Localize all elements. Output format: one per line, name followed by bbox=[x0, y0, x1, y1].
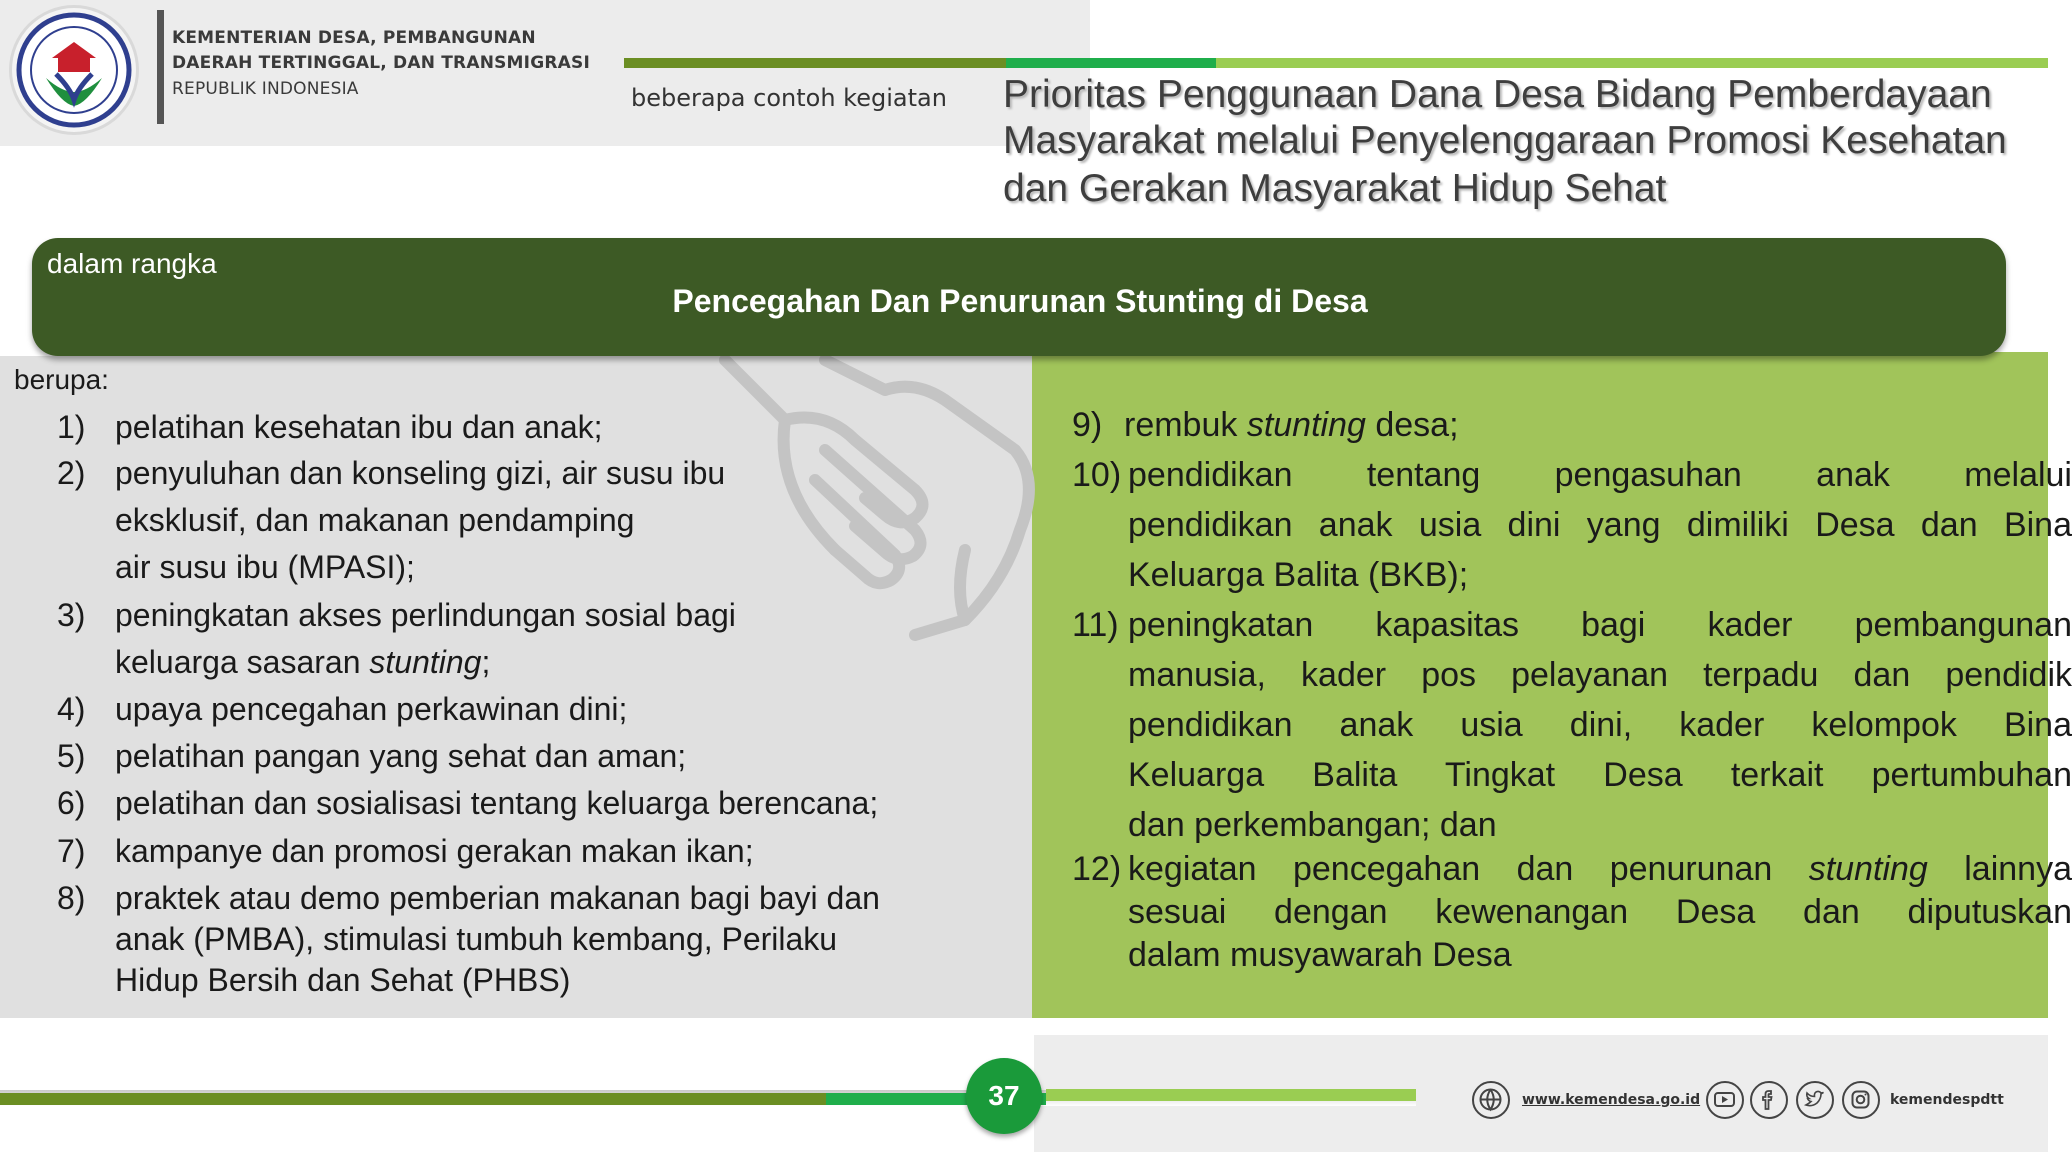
list-item-number: 10) bbox=[1072, 456, 1122, 494]
list-item-text: penyuluhan dan konseling gizi, air susu ibu bbox=[115, 455, 726, 491]
list-item-text: air susu ibu (MPASI); bbox=[115, 549, 415, 585]
list-item-number: 8) bbox=[57, 880, 86, 916]
list-intro: berupa: bbox=[14, 364, 109, 395]
ministry-name-line-2: DAERAH TERTINGGAL, DAN TRANSMIGRASI bbox=[172, 53, 590, 73]
list-item-text: praktek atau demo pemberian makanan bagi bayi dan bbox=[115, 880, 880, 916]
list-item-number: 5) bbox=[57, 738, 86, 774]
italic-term: stunting bbox=[1808, 850, 1928, 888]
list-item-text: keluarga sasaran stunting; bbox=[115, 644, 491, 680]
list-item-number: 6) bbox=[57, 785, 86, 821]
list-item-number: 11) bbox=[1072, 606, 1119, 644]
page-number: 37 bbox=[966, 1058, 1042, 1134]
list-item-number: 4) bbox=[57, 691, 86, 727]
list-item-text: pelatihan pangan yang sehat dan aman; bbox=[115, 738, 687, 774]
list-item-text: peningkatan akses perlindungan sosial bagi bbox=[115, 597, 736, 633]
italic-term: stunting bbox=[1246, 406, 1366, 444]
footer-accent-line bbox=[0, 1093, 826, 1105]
ministry-name-line-1: KEMENTERIAN DESA, PEMBANGUNAN bbox=[172, 28, 536, 48]
list-item-text: rembuk stunting desa; bbox=[1124, 406, 1459, 444]
list-item-number: 12) bbox=[1072, 850, 1122, 888]
list-item-text: anak (PMBA), stimulasi tumbuh kembang, Perilaku bbox=[115, 921, 838, 957]
slide-title-line-2: Masyarakat melalui Penyelenggaraan Promosi Kesehatan bbox=[1003, 119, 2007, 162]
header-accent-line bbox=[1216, 58, 2048, 68]
hands-illustration-icon bbox=[715, 340, 1045, 650]
website-link[interactable]: www.kemendesa.go.id bbox=[1522, 1092, 1701, 1108]
ministry-logo bbox=[12, 8, 136, 132]
list-item-text: eksklusif, dan makanan pendamping bbox=[115, 502, 635, 538]
list-item-number: 9) bbox=[1072, 406, 1103, 444]
list-item-text: pelatihan dan sosialisasi tentang keluarga berencana; bbox=[115, 785, 879, 821]
banner-title: Pencegahan Dan Penurunan Stunting di Desa bbox=[672, 283, 1368, 319]
globe-icon[interactable] bbox=[1472, 1081, 1510, 1119]
slide-title-line-1: Prioritas Penggunaan Dana Desa Bidang Pemberdayaan bbox=[1003, 73, 1992, 116]
header-divider bbox=[157, 10, 164, 124]
header-accent-line bbox=[624, 58, 1006, 68]
ministry-country: REPUBLIK INDONESIA bbox=[172, 79, 359, 99]
header-accent-line bbox=[1006, 58, 1216, 68]
footer-accent-line bbox=[1046, 1089, 1416, 1101]
social-handle[interactable]: kemendespdtt bbox=[1890, 1092, 2004, 1108]
list-item-text: peningkatan kapasitas bagi kader pembangunan manusia, kader pos pelayanan terpadu dan pendidik pendidikan anak usia dini, kader kelompok Bina Keluarga Balita Tingkat Desa terkait pertumbuhan dan perkembangan; dan bbox=[1128, 606, 2072, 844]
list-item-number: 2) bbox=[57, 455, 86, 491]
list-item-number: 7) bbox=[57, 833, 86, 869]
list-item-text: kegiatan pencegahan dan penurunan stunting lainnya sesuai dengan kewenangan Desa dan diputuskan dalam musyawarah Desa bbox=[1128, 850, 2072, 974]
twitter-icon[interactable] bbox=[1796, 1081, 1834, 1119]
list-item-number: 1) bbox=[57, 409, 86, 445]
list-item-text: pendidikan tentang pengasuhan anak melalui pendidikan anak usia dini yang dimiliki Desa dan Bina Keluarga Balita (BKB); bbox=[1128, 456, 2072, 594]
list-item-number: 3) bbox=[57, 597, 86, 633]
list-item-text: Hidup Bersih dan Sehat (PHBS) bbox=[115, 962, 571, 998]
italic-term: stunting bbox=[369, 644, 482, 680]
list-item-text: upaya pencegahan perkawinan dini; bbox=[115, 691, 628, 727]
list-item-text: kampanye dan promosi gerakan makan ikan; bbox=[115, 833, 754, 869]
slide-title-line-3: dan Gerakan Masyarakat Hidup Sehat bbox=[1003, 167, 1667, 210]
instagram-icon[interactable] bbox=[1842, 1081, 1880, 1119]
facebook-icon[interactable] bbox=[1750, 1081, 1788, 1119]
youtube-icon[interactable] bbox=[1706, 1081, 1744, 1119]
slide-subtitle: beberapa contoh kegiatan bbox=[631, 84, 947, 112]
banner-prefix: dalam rangka bbox=[47, 248, 217, 279]
list-item-text: pelatihan kesehatan ibu dan anak; bbox=[115, 409, 603, 445]
